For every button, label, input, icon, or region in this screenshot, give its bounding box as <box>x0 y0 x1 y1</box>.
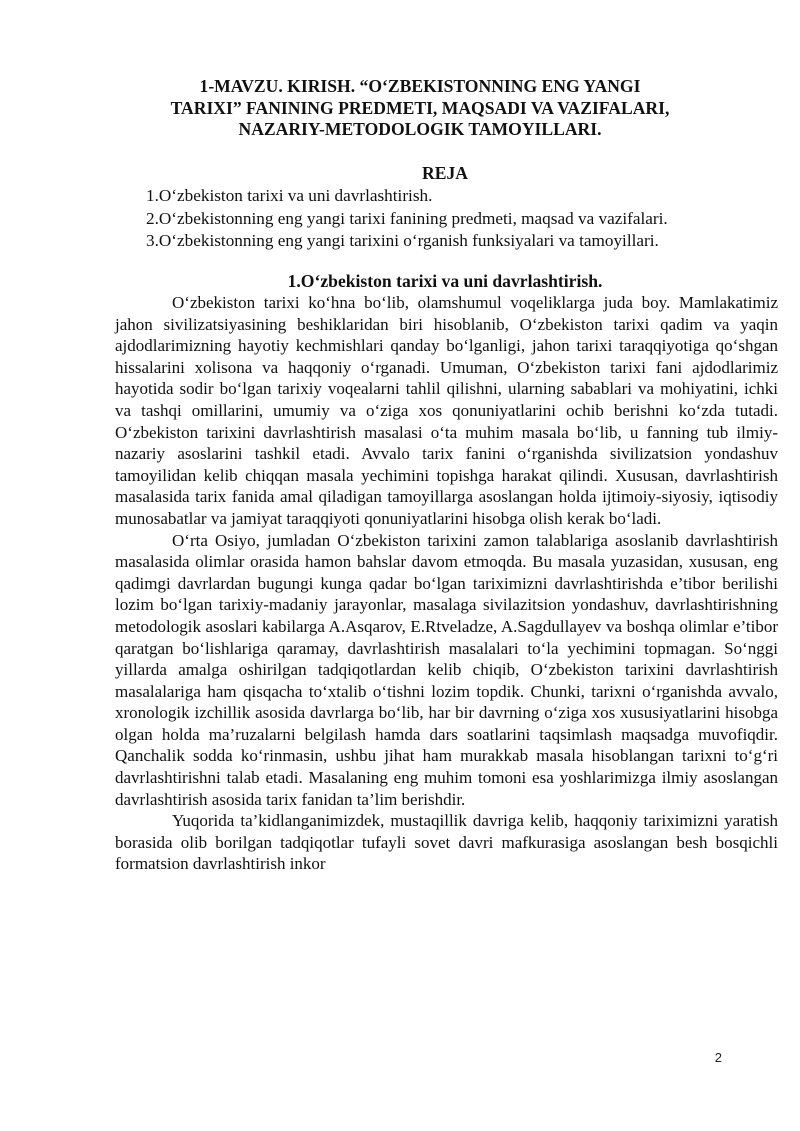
title-line: TARIXI” FANINING PREDMETI, MAQSADI VA VAZIFALARI, <box>170 97 670 118</box>
body-text <box>115 292 778 875</box>
page-number: 2 <box>714 1050 722 1065</box>
section-title: 1.O‘zbekiston tarixi va uni davrlashtirish. <box>287 271 603 291</box>
document-title <box>110 76 730 141</box>
title-line: 1-MAVZU. KIRISH. “O‘ZBEKISTONNING ENG YANGI <box>199 76 641 96</box>
plan-heading: REJA <box>422 163 468 183</box>
paragraph: Yuqorida ta’kidlanganimizdek, mustaqillik davriga kelib, haqqoniy tariximizni yaratish borasida olib borilgan tadqiqotlar tufayli sovet davri mafkurasiga asoslangan besh bosqichli formatsion davrlashtirish inkor <box>115 811 778 874</box>
paragraph: O‘rta Osiyo, jumladan O‘zbekiston tarixini zamon talablariga asoslanib davrlashtirish masalasida olimlar orasida hamon bahslar davom etmoqda. Bu masala yuzasidan, xususan, eng qadimgi davrlardan bugungi kunga qadar bo‘lgan tariximizni davrlashtirishda e’tibor berilishi lozim bo‘lgan tarixiy-madaniy jarayonlar, masalaga sivilazitsion yondashuv, davrlashtirishning metodologik asoslari kabilarga A.Asqarov, E.Rtveladze, A.Sagdullayev va boshqa olimlar e’tibor qaratgan bo‘lishlariga qaramay, davrlashtirish masalalari to‘la yechimini topmagan. So‘nggi yillarda amalga oshirilgan tadqiqotlardan kelib chiqib, O‘zbekiston tarixini davrlashtirish masalalariga ham qisqacha to‘xtalib o‘tishni lozim topdik. Chunki, tarixni o‘rganishda avvalo, xronologik izchillik asosida davrlarga bo‘lib, har bir davrning o‘ziga xos xususiyatlarini hisobga olgan holda ma’ruzalarni belgilash hamda dars soatlarini taqsimlash maqsadga muvofiqdir. Qanchalik sodda ko‘rinmasin, ushbu jihat ham murakkab masala hisoblangan tarixni to‘g‘ri davrlashtirishni talab etadi. Masalaning eng muhim tomoni esa yoshlarimizga ilmiy asoslangan davrlashtirish asosida tarix fanidan ta’lim berishdir. <box>115 530 778 809</box>
plan-item: 2.O‘zbekistonning eng yangi tarixi fanining predmeti, maqsad va vazifalari. <box>146 208 668 228</box>
paragraph: O‘zbekiston tarixi ko‘hna bo‘lib, olamshumul voqeliklarga juda boy. Mamlakatimiz jahon sivilizatsiyasining beshiklaridan biri hisoblanib, O‘zbekiston tarixi qadim va yaqin ajdodlarimizning hayotiy kechmishlari qanday bo‘lganligi, jahon tarixi taraqqiyotiga qo‘shgan hissalarini xolisona va haqqoniy o‘rganadi. Umuman, O‘zbekiston tarixi fani ajdodlarimiz hayotida sodir bo‘lgan tarixiy voqealarni tahlil qilishni, ularning sabablari va mohiyatini, ichki va tashqi omillarini, umumiy va o‘ziga xos qonuniyatlarini ochib berishni ko‘zda tutadi. O‘zbekiston tarixini davrlashtirish masalasi o‘ta muhim masala bo‘lib, u fanning tub ilmiy-nazariy asoslarini tashkil etadi. Avvalo tarix fanini o‘rganishda sivilizatsion yondashuv tamoyilidan kelib chiqqan masala yechimini topishga harakat qilindi. Xususan, davrlashtirish masalasida tarix fanida amal qiladigan tamoyillarga asoslangan holda ijtimoiy-siyosiy, iqtisodiy munosabatlar va jamiyat taraqqiyoti qonuniyatlarini hisobga olish kerak bo‘ladi. <box>115 293 778 528</box>
plan-item: 3.O‘zbekistonning eng yangi tarixini o‘rganish funksiyalari va tamoyillari. <box>146 231 659 250</box>
plan-item: 1.O‘zbekiston tarixi va uni davrlashtirish. <box>146 186 433 205</box>
plan-list <box>146 185 668 253</box>
title-line: NAZARIY-METODOLOGIK TAMOYILLARI. <box>238 119 602 139</box>
